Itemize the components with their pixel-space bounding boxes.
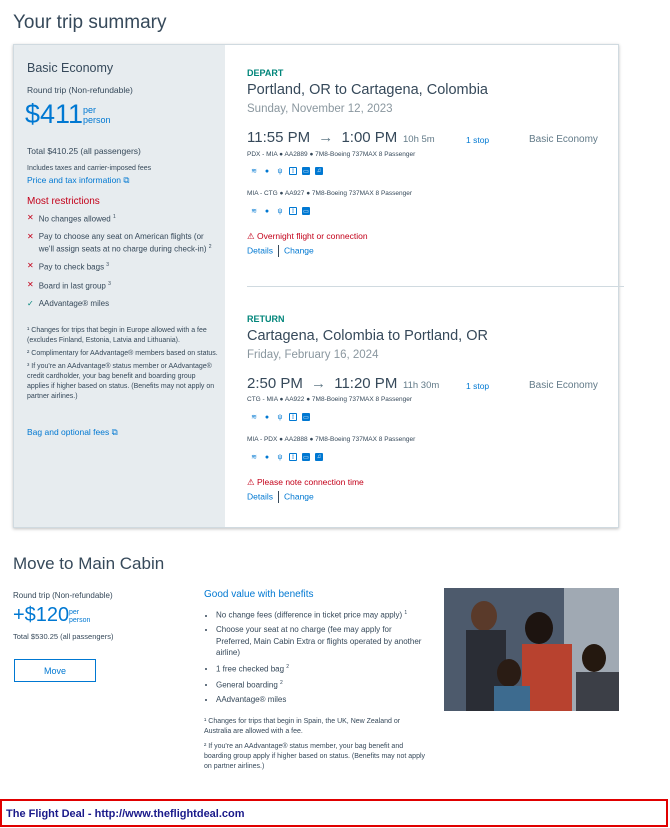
tv-icon: ▭	[303, 208, 309, 215]
return-times: 2:50 PM → 11:20 PM	[247, 375, 398, 392]
return-duration: 11h 30m	[403, 380, 440, 391]
depart-segment-2: MIA - CTG ● AA927 ● 7M8-Boeing 737MAX 8 Passenger	[247, 190, 413, 197]
arrow-right-icon: →	[311, 375, 327, 392]
depart-warning: ⚠ Overnight flight or connection	[247, 231, 368, 241]
depart-label: DEPART	[247, 68, 284, 78]
depart-stops-link[interactable]: 1 stop	[466, 135, 490, 145]
divider	[247, 286, 624, 287]
passengers-image	[444, 588, 619, 711]
power-icon: ●	[264, 413, 270, 421]
return-actions	[247, 491, 314, 503]
usb-icon: ψ	[277, 207, 283, 215]
benefit-item: • 1 free checked bag $^2$	[216, 662, 422, 675]
fare-price: $411	[25, 99, 84, 129]
benefit-item: • Choose your seat at no charge (fee may apply for Preferred, Main Cabin Extra or flights operated by another airline)	[216, 624, 422, 659]
benefit-item: • AAdvantage® miles	[216, 694, 422, 706]
amenities-row	[250, 413, 310, 421]
return-cabin: Basic Economy	[529, 380, 598, 391]
return-warning: ⚠ Please note connection time	[247, 477, 364, 487]
check-icon: ✓	[27, 298, 34, 308]
trip-summary-card	[13, 44, 619, 528]
return-route: Cartagena, Colombia to Portland, OR	[247, 328, 488, 344]
restrictions-list	[27, 212, 217, 315]
return-segment-1: CTG - MIA ● AA922 ● 7M8-Boeing 737MAX 8 Passenger	[247, 396, 413, 403]
x-icon: ✕	[27, 279, 34, 289]
external-window-icon: ⧉	[123, 175, 130, 185]
amenities-row	[250, 207, 310, 215]
return-change-link[interactable]: Change	[283, 491, 314, 502]
depart-cabin: Basic Economy	[529, 134, 598, 145]
depart-duration: 10h 5m	[403, 134, 435, 145]
power-icon: ●	[264, 207, 270, 215]
upsell-title: Move to Main Cabin	[13, 554, 165, 573]
power-icon: ●	[264, 167, 270, 175]
depart-segment-1: PDX - MIA ● AA2889 ● 7M8-Boeing 737MAX 8 Passenger	[247, 151, 416, 158]
benefit-item: • No change fees (difference in ticket price may apply) $^1$	[216, 608, 422, 621]
depart-change-link[interactable]: Change	[283, 245, 314, 256]
price-tax-link[interactable]: Price and tax information ⧉	[27, 175, 130, 185]
music-icon: ♫	[316, 454, 322, 460]
fare-per-person: per person	[83, 105, 111, 125]
fare-includes: Includes taxes and carrier-imposed fees	[27, 165, 152, 172]
restriction-item: ✕ Board in last group $^3$	[27, 279, 111, 291]
wifi-icon: ≋	[251, 414, 257, 421]
music-icon: ♫	[316, 168, 322, 174]
tv-icon: ▭	[303, 414, 309, 421]
depart-actions	[247, 245, 314, 257]
upsell-total: Total $530.25 (all passengers)	[13, 632, 114, 641]
wifi-icon: ≋	[251, 454, 257, 461]
aadvantage-item: ✓ AAdvantage® miles	[27, 298, 110, 308]
return-stops-link[interactable]: 1 stop	[466, 381, 490, 391]
fare-panel	[14, 45, 225, 527]
phone-icon: ▯	[289, 453, 297, 461]
restriction-item: ✕ Pay to check bags $^3$	[27, 261, 110, 272]
fare-note: ³ If you're an AAdvantage® status member or AAdvantage® credit cardholder, your bag benefit and boarding group applies if higher based on status. (Benefits may not apply on partner airlines.)	[27, 363, 215, 400]
bag-fees-link[interactable]: Bag and optional fees ⧉	[27, 427, 118, 437]
fare-note: ¹ Changes for trips that begin in Europe allowed with a fee (excludes Finland, Estonia, Latvia and Lithuania).	[27, 327, 207, 344]
return-label: RETURN	[247, 314, 285, 324]
phone-icon: ▯	[289, 207, 297, 215]
power-icon: ●	[264, 453, 270, 461]
depart-route: Portland, OR to Cartagena, Colombia	[247, 82, 488, 98]
return-date: Friday, February 16, 2024	[247, 349, 379, 361]
depart-date: Sunday, November 12, 2023	[247, 103, 393, 115]
restriction-item: ✕ No changes allowed $^1$	[27, 213, 116, 224]
usb-icon: ψ	[277, 453, 283, 461]
amenities-row	[250, 167, 323, 175]
usb-icon: ψ	[277, 413, 283, 421]
usb-icon: ψ	[277, 167, 283, 175]
footer-banner[interactable]: The Flight Deal - http://www.theflightdeal.com	[0, 799, 668, 827]
phone-icon: ▯	[289, 413, 297, 421]
tv-icon: ▭	[303, 168, 309, 175]
upsell-per-person: per person	[69, 609, 91, 624]
page-title: Your trip summary	[13, 12, 167, 33]
arrow-right-icon: →	[318, 129, 334, 146]
fare-cabin: Basic Economy	[27, 61, 114, 75]
wifi-icon: ≋	[251, 208, 257, 215]
upsell-trip-type: Round trip (Non-refundable)	[13, 591, 113, 600]
benefit-item: • General boarding $^2$	[216, 678, 422, 691]
wifi-icon: ≋	[251, 168, 257, 175]
amenities-row	[250, 453, 323, 461]
return-details-link[interactable]: Details	[247, 491, 273, 502]
benefits-title: Good value with benefits	[204, 589, 314, 600]
depart-details-link[interactable]: Details	[247, 245, 273, 256]
x-icon: ✕	[27, 213, 34, 222]
fare-notes	[27, 326, 219, 402]
upsell-price: +$120	[13, 604, 70, 626]
fare-note: ² Complimentary for AAdvantage® members based on status.	[27, 350, 218, 357]
tv-icon: ▭	[303, 454, 309, 461]
move-button[interactable]: Move	[14, 659, 96, 682]
external-window-icon: ⧉	[111, 427, 118, 437]
fare-total: Total $410.25 (all passengers)	[27, 146, 141, 156]
upsell-note-2: ² If you're an AAdvantage® status member, your bag benefit and boarding group apply if higher based on status. (Benefits may not apply on partner airlines.)	[204, 743, 426, 770]
upsell-note-1: ¹ Changes for trips that begin in Spain, the UK, New Zealand or Australia are allowed with a fee.	[204, 718, 401, 735]
fare-trip-type: Round trip (Non-refundable)	[27, 85, 133, 95]
return-segment-2: MIA - PDX ● AA2888 ● 7M8-Boeing 737MAX 8 Passenger	[247, 436, 416, 443]
phone-icon: ▯	[289, 167, 297, 175]
x-icon: ✕	[27, 261, 34, 271]
cabin-photo	[444, 588, 619, 711]
benefits-list	[216, 608, 422, 708]
x-icon: ✕	[27, 231, 34, 241]
depart-times: 11:55 PM → 1:00 PM	[247, 129, 398, 146]
restriction-item: ✕ Pay to choose any seat on American flights (or we'll assign seats at no charge during check-in) $^2$	[27, 231, 212, 254]
restrictions-title: Most restrictions	[27, 196, 100, 207]
